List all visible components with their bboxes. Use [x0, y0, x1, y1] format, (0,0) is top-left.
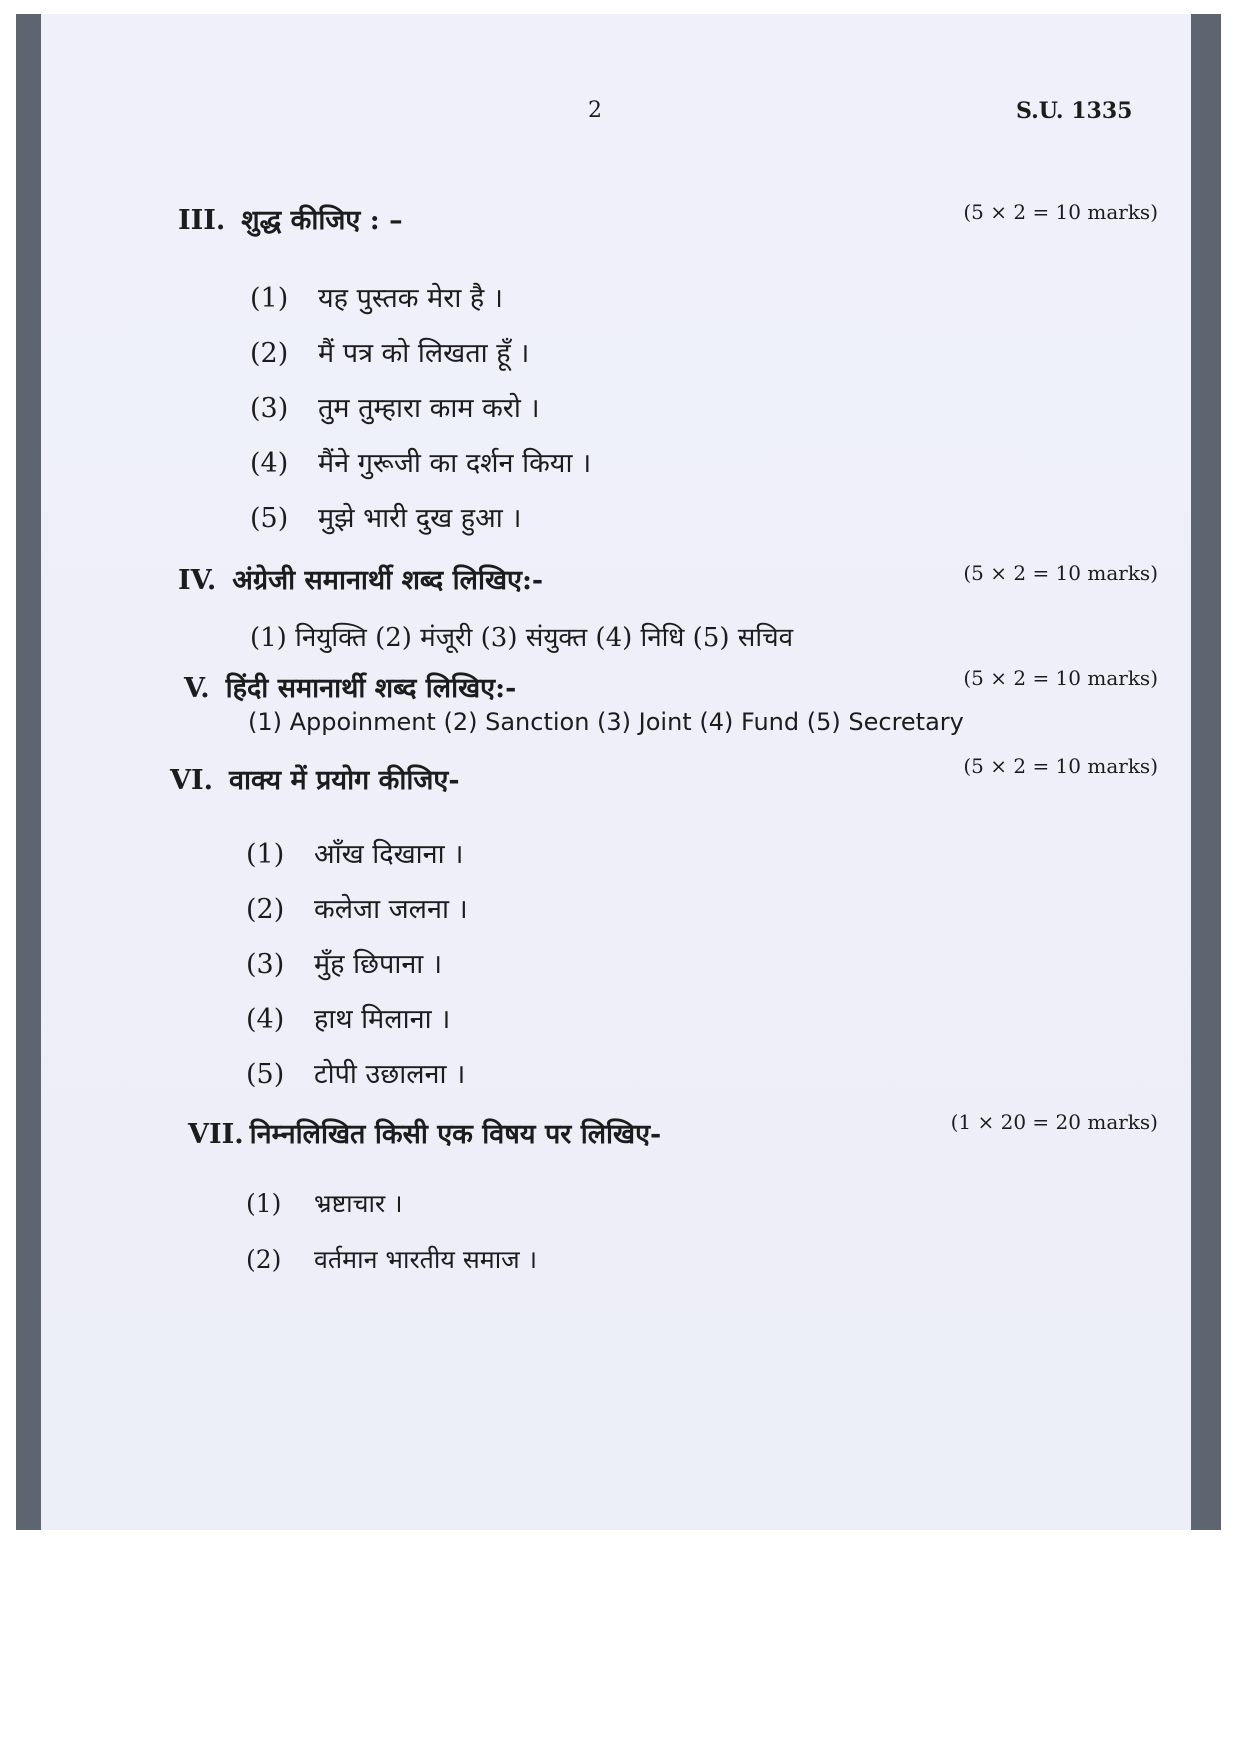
section-iii-heading [178, 200, 403, 237]
section-vii-heading [188, 1114, 661, 1151]
section-v-words: (1) Appoinment (2) Sanction (3) Joint (4) Fund (5) Secretary [248, 708, 964, 736]
section-title: शुद्ध कीजिए : – [241, 205, 403, 236]
section-vii-marks: (1 × 20 = 20 marks) [950, 1110, 1158, 1134]
list-item: (3) मुँह छिपाना । [246, 949, 443, 980]
list-item: (2) कलेजा जलना । [246, 894, 468, 925]
list-item: (1) भ्रष्टाचार । [246, 1189, 403, 1218]
section-title: अंग्रेजी समानार्थी शब्द लिखिए:- [232, 565, 544, 596]
page-number: 2 [588, 98, 602, 123]
list-item: (2) मैं पत्र को लिखता हूँ । [250, 338, 530, 369]
section-title: वाक्य में प्रयोग कीजिए- [228, 765, 460, 796]
section-v-marks: (5 × 2 = 10 marks) [963, 666, 1158, 690]
section-iv-words: (1) नियुक्ति (2) मंजूरी (3) संयुक्त (4) निधि (5) सचिव [250, 623, 794, 653]
section-iv-marks: (5 × 2 = 10 marks) [963, 561, 1158, 585]
section-number: VI. [170, 765, 213, 796]
section-title: निम्नलिखित किसी एक विषय पर लिखिए- [249, 1119, 662, 1150]
section-number: IV. [178, 565, 217, 596]
section-number: VII. [188, 1119, 244, 1150]
list-item: (4) हाथ मिलाना । [246, 1004, 451, 1035]
section-title: हिंदी समानार्थी शब्द लिखिए:- [225, 673, 517, 704]
list-item: (5) मुझे भारी दुख हुआ । [250, 503, 522, 534]
list-item: (3) तुम तुम्हारा काम करो । [250, 393, 540, 424]
section-vi-heading [170, 760, 460, 797]
list-item: (1) यह पुस्तक मेरा है । [250, 283, 504, 314]
section-number: V. [184, 673, 210, 704]
list-item: (2) वर्तमान भारतीय समाज । [246, 1245, 538, 1274]
section-iv-heading [178, 560, 543, 597]
section-number: III. [178, 205, 226, 236]
list-item: (4) मैंने गुरूजी का दर्शन किया । [250, 448, 592, 479]
paper-code: S.U. 1335 [1016, 98, 1133, 124]
list-item: (5) टोपी उछालना । [246, 1059, 466, 1090]
section-v-heading [184, 668, 516, 705]
list-item: (1) आँख दिखाना । [246, 839, 464, 870]
section-vi-marks: (5 × 2 = 10 marks) [963, 754, 1158, 778]
section-iii-marks: (5 × 2 = 10 marks) [963, 200, 1158, 224]
